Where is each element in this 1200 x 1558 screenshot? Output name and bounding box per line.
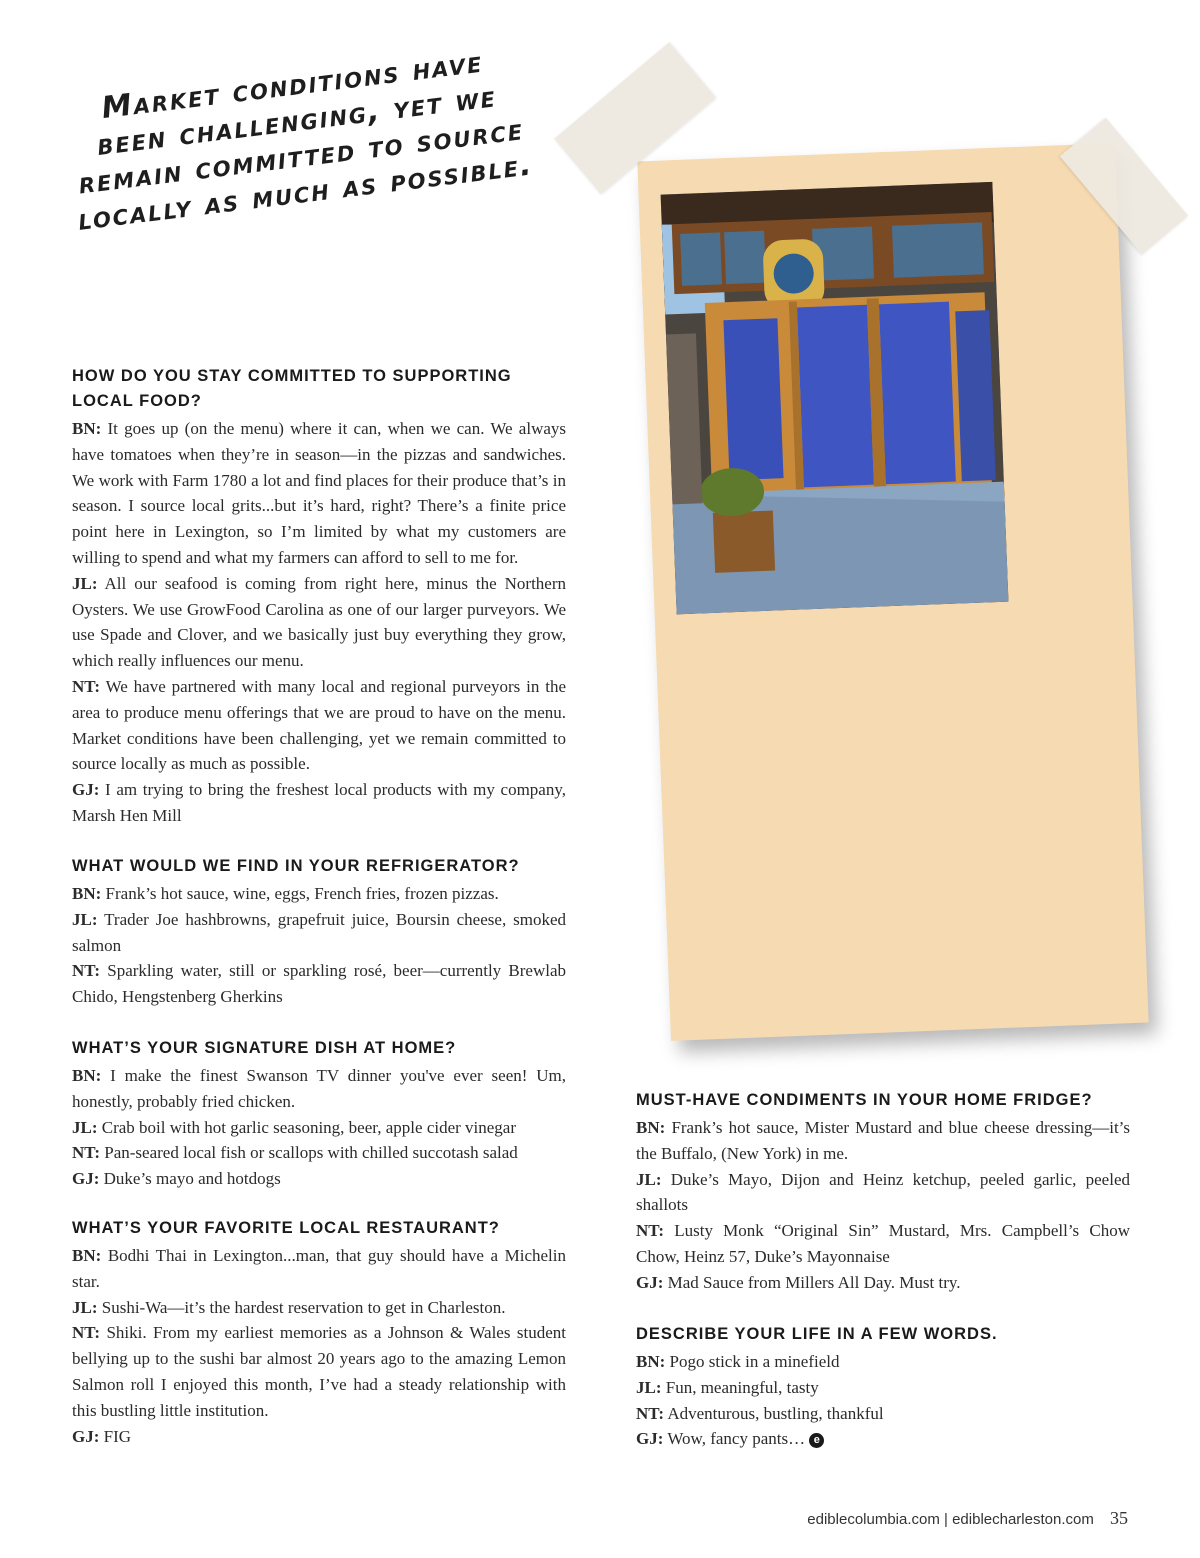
restaurant-card — [637, 143, 1148, 1041]
answer-nt: NT: Sparkling water, still or sparkling rosé, beer—currently Brewlab Chido, Hengstenberg Gherkins — [72, 961, 566, 1007]
answer-bn: BN: Pogo stick in a minefield — [636, 1352, 840, 1371]
answer-gj: GJ: I am trying to bring the freshest local products with my company, Marsh Hen Mill — [72, 780, 566, 825]
question-heading: WHAT WOULD WE FIND IN YOUR REFRIGERATOR? — [72, 857, 520, 875]
qa-section-signature-dish — [72, 1036, 566, 1192]
question-heading: HOW DO YOU STAY COMMITTED TO SUPPORTING LOCAL FOOD? — [72, 367, 512, 410]
question-heading: WHAT’S YOUR FAVORITE LOCAL RESTAURANT? — [72, 1219, 500, 1237]
answer-gj: GJ: Duke’s mayo and hotdogs — [72, 1169, 281, 1189]
qa-section-condiments — [636, 1088, 1130, 1296]
footer-sites: ediblecolumbia.com | ediblecharleston.com — [807, 1511, 1094, 1528]
answer-bn: BN: Frank’s hot sauce, wine, eggs, French fries, frozen pizzas. — [72, 884, 499, 903]
answer-nt: NT: Lusty Monk “Original Sin” Mustard, Mrs. Campbell’s Chow Chow, Heinz 57, Duke’s Mayonnaise — [636, 1221, 1130, 1266]
page-footer — [0, 1508, 1128, 1529]
answer-nt: NT: Adventurous, bustling, thankful — [636, 1403, 884, 1423]
answer-bn: BN: Frank’s hot sauce, Mister Mustard and blue cheese dressing—it’s the Buffalo, (New York) in me. — [636, 1118, 1131, 1163]
answer-gj: GJ: Mad Sauce from Millers All Day. Must try. — [636, 1272, 961, 1292]
answer-nt: NT: Shiki. From my earliest memories as a Johnson & Wales student bellying up to the sushi bar almost 20 years ago to the amazing Lemon Salmon roll I enjoyed this month, I’ve had a steady relationship with this bustling little institution. — [72, 1323, 566, 1420]
qa-section-favorite-restaurant — [72, 1216, 566, 1449]
answer-jl: JL: Sushi-Wa—it’s the hardest reservation to get in Charleston. — [72, 1297, 506, 1317]
answer-gj: GJ: Wow, fancy pants… e — [636, 1426, 1130, 1452]
answer-jl: JL: Crab boil with hot garlic seasoning, beer, apple cider vinegar — [72, 1117, 517, 1137]
answer-jl: JL: Duke’s Mayo, Dijon and Heinz ketchup, peeled garlic, peeled shallots — [636, 1169, 1130, 1215]
qa-section-life-words — [636, 1322, 1130, 1452]
question-heading: WHAT’S YOUR SIGNATURE DISH AT HOME? — [72, 1039, 457, 1057]
answer-gj: GJ: FIG — [72, 1426, 132, 1446]
qa-section-refrigerator — [72, 854, 566, 1010]
answer-bn: BN: I make the finest Swanson TV dinner you've ever seen! Um, honestly, probably fried chicken. — [72, 1066, 567, 1111]
answer-bn: BN: It goes up (on the menu) where it can, when we can. We always have tomatoes when they’re in season—in the pizzas and sandwiches. We work with Farm 1780 a lot and find places for their produce that’s in season. I source local grits...but it’s hard, right? There’s a finite price point here in Lexington, so I’m limited by what my customers are willing to spend and what my farmers can afford to sell to me for. — [72, 419, 567, 567]
answer-bn: BN: Bodhi Thai in Lexington...man, that guy should have a Michelin star. — [72, 1246, 566, 1291]
page-number: 35 — [1110, 1508, 1128, 1528]
restaurant-storefront-photo — [661, 182, 1009, 614]
edible-end-mark-icon: e — [809, 1433, 824, 1448]
answer-jl: JL: Fun, meaningful, tasty — [636, 1377, 819, 1397]
question-heading: DESCRIBE YOUR LIFE IN A FEW WORDS. — [636, 1325, 998, 1343]
answer-jl: JL: All our seafood is coming from right here, minus the Northern Oysters. We use GrowFood Carolina as one of our larger purveyors. We use Spade and Clover, and we basically just buy everything they grow, which really influences our menu. — [72, 573, 567, 671]
answer-jl: JL: Trader Joe hashbrowns, grapefruit juice, Boursin cheese, smoked salmon — [72, 909, 566, 955]
answer-nt: NT: We have partnered with many local and regional purveyors in the area to produce menu offerings that we are proud to have on the menu. Market conditions have been challenging, yet we remain committed to source locally as much as possible. — [72, 676, 566, 774]
answer-nt: NT: Pan-seared local fish or scallops with chilled succotash salad — [72, 1143, 518, 1163]
qa-section-local-food — [72, 364, 566, 829]
pull-quote: Market conditions have been challenging, yet we remain committed to source locally as much as possible. — [76, 44, 536, 238]
question-heading: MUST-HAVE CONDIMENTS IN YOUR HOME FRIDGE? — [636, 1091, 1093, 1109]
